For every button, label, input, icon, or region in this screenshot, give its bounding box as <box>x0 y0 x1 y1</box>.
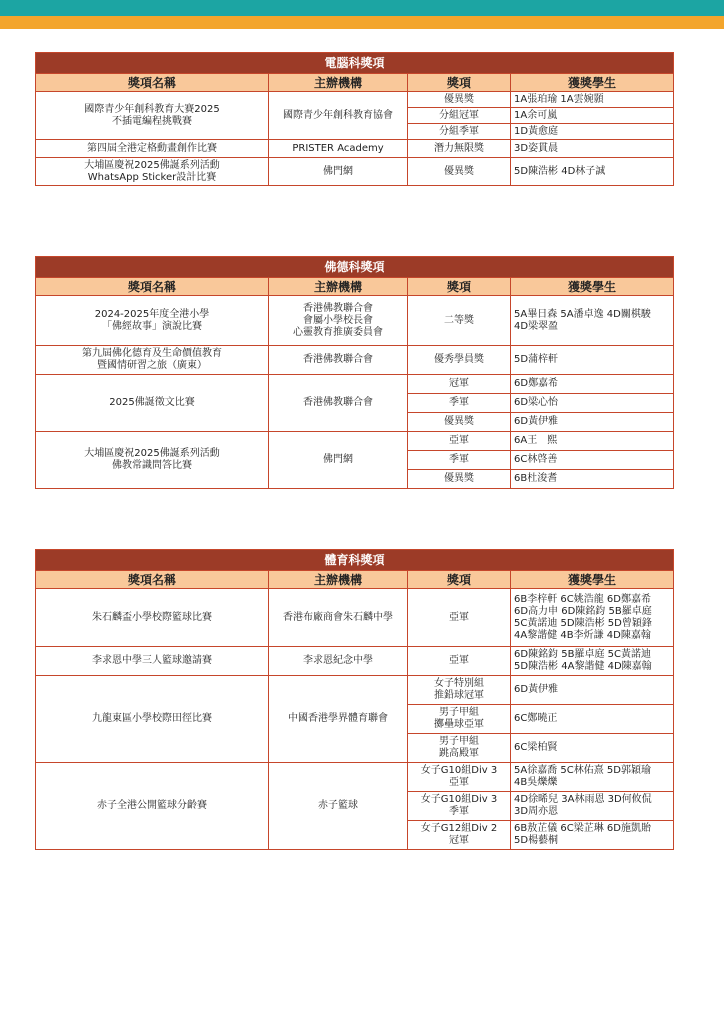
winners-cell: 6B杜浚耆 <box>511 470 674 489</box>
award-cell: 亞軍 <box>408 589 511 647</box>
header-award: 獎項 <box>408 278 511 296</box>
award-cell: 亞軍 <box>408 647 511 676</box>
award-cell: 季軍 <box>408 451 511 470</box>
section-title: 電腦科獎項 <box>36 53 674 74</box>
header-award-name: 獎項名稱 <box>36 278 269 296</box>
header-award-name: 獎項名稱 <box>36 571 269 589</box>
computer-awards-table <box>35 52 674 186</box>
award-cell: 分組季軍 <box>408 124 511 140</box>
award-name-cell: 大埔區慶祝2025佛誕系列活動 WhatsApp Sticker設計比賽 <box>36 158 269 186</box>
winners-cell: 5D蒲梓軒 <box>511 346 674 375</box>
header-organizer: 主辦機構 <box>269 278 408 296</box>
award-cell: 優秀學員獎 <box>408 346 511 375</box>
header-organizer: 主辦機構 <box>269 74 408 92</box>
organizer-cell: 香港布廠商會朱石麟中學 <box>269 589 408 647</box>
header-winners: 獲獎學生 <box>511 278 674 296</box>
buddhist-ethics-awards-table <box>35 256 674 489</box>
top-band-teal <box>0 0 724 16</box>
winners-cell: 6C梁柏賢 <box>511 734 674 763</box>
organizer-cell: PRISTER Academy <box>269 140 408 158</box>
winners-cell: 6C鄭曉正 <box>511 705 674 734</box>
award-name-cell: 大埔區慶祝2025佛誕系列活動 佛教常識問答比賽 <box>36 432 269 489</box>
award-cell: 女子G10組Div 3 季軍 <box>408 792 511 821</box>
organizer-cell: 赤子籃球 <box>269 763 408 850</box>
award-cell: 優異獎 <box>408 470 511 489</box>
winners-cell: 4D徐晞兒 3A林雨恩 3D何攸侃 3D周亦恩 <box>511 792 674 821</box>
award-cell: 女子G10組Div 3 亞軍 <box>408 763 511 792</box>
award-cell: 優異獎 <box>408 92 511 108</box>
winners-cell: 6C林啓善 <box>511 451 674 470</box>
award-name-cell: 國際青少年創科教育大賽2025 不插電編程挑戰賽 <box>36 92 269 140</box>
winners-cell: 6B敖芷儀 6C梁芷琳 6D施凱貽 5D楊藝桐 <box>511 821 674 850</box>
winners-cell: 6D黃伊雅 <box>511 676 674 705</box>
winners-cell: 6D黃伊雅 <box>511 413 674 432</box>
section-title: 佛德科獎項 <box>36 257 674 278</box>
organizer-cell: 國際青少年創科教育協會 <box>269 92 408 140</box>
award-cell: 女子特別組 推鉛球冠軍 <box>408 676 511 705</box>
pe-awards-table <box>35 549 674 850</box>
award-cell: 優異獎 <box>408 158 511 186</box>
organizer-cell: 香港佛教聯合會 會屬小學校長會 心靈教育推廣委員會 <box>269 296 408 346</box>
header-winners: 獲獎學生 <box>511 74 674 92</box>
table-row <box>36 92 674 108</box>
award-cell: 冠軍 <box>408 375 511 394</box>
organizer-cell: 香港佛教聯合會 <box>269 346 408 375</box>
winners-cell: 6D陳銘鈞 5B羅卓庭 5C黃諾迪 5D陳浩彬 4A黎諧健 4D陳嘉翰 <box>511 647 674 676</box>
winners-cell: 3D姿貫晨 <box>511 140 674 158</box>
table-row <box>36 140 674 158</box>
table-row <box>36 158 674 186</box>
award-cell: 二等獎 <box>408 296 511 346</box>
award-name-cell: 赤子全港公開籃球分齡賽 <box>36 763 269 850</box>
award-cell: 男子甲組 跳高殿軍 <box>408 734 511 763</box>
award-cell: 優異獎 <box>408 413 511 432</box>
top-band-orange <box>0 16 724 29</box>
award-name-cell: 第九屆佛化德育及生命價值教育 暨國情研習之旅（廣東） <box>36 346 269 375</box>
header-award-name: 獎項名稱 <box>36 74 269 92</box>
table-row <box>36 676 674 705</box>
winners-cell: 1D黃愈庭 <box>511 124 674 140</box>
header-award: 獎項 <box>408 74 511 92</box>
winners-cell: 6D梁心怡 <box>511 394 674 413</box>
award-cell: 女子G12組Div 2 冠軍 <box>408 821 511 850</box>
winners-cell: 5A畢日森 5A潘卓逸 4D關棋駿 4D梁翠盈 <box>511 296 674 346</box>
award-cell: 季軍 <box>408 394 511 413</box>
table-row <box>36 346 674 375</box>
award-name-cell: 九龍東區小學校際田徑比賽 <box>36 676 269 763</box>
award-cell: 分組冠軍 <box>408 108 511 124</box>
organizer-cell: 中國香港學界體育聯會 <box>269 676 408 763</box>
winners-cell: 1A余可嵐 <box>511 108 674 124</box>
header-award: 獎項 <box>408 571 511 589</box>
award-cell: 男子甲組 擲壘球亞軍 <box>408 705 511 734</box>
header-organizer: 主辦機構 <box>269 571 408 589</box>
award-name-cell: 2025佛誕徵文比賽 <box>36 375 269 432</box>
header-winners: 獲獎學生 <box>511 571 674 589</box>
table-row <box>36 763 674 792</box>
award-cell: 亞軍 <box>408 432 511 451</box>
organizer-cell: 香港佛教聯合會 <box>269 375 408 432</box>
section-title: 體育科獎項 <box>36 550 674 571</box>
organizer-cell: 李求恩紀念中學 <box>269 647 408 676</box>
table-row <box>36 375 674 394</box>
award-name-cell: 第四屆全港定格動畫創作比賽 <box>36 140 269 158</box>
table-row <box>36 296 674 346</box>
winners-cell: 6B李梓軒 6C姚浩龍 6D鄭嘉希 6D高力申 6D陳銘鈞 5B羅卓庭 5C黃諾迪 5D陳浩彬 5D曾穎鋒 4A黎諧健 4B李炘謙 4D陳嘉翰 <box>511 589 674 647</box>
organizer-cell: 佛門網 <box>269 432 408 489</box>
winners-cell: 5D陳浩彬 4D林子誠 <box>511 158 674 186</box>
award-cell: 潛力無限獎 <box>408 140 511 158</box>
table-row <box>36 432 674 451</box>
winners-cell: 6D鄭嘉希 <box>511 375 674 394</box>
winners-cell: 1A張珀瑜 1A雲婉顥 <box>511 92 674 108</box>
award-name-cell: 2024-2025年度全港小學 「佛經故事」演說比賽 <box>36 296 269 346</box>
award-name-cell: 李求恩中學三人籃球邀請賽 <box>36 647 269 676</box>
table-row <box>36 647 674 676</box>
winners-cell: 5A徐嘉喬 5C林佑熹 5D郭穎瑜 4B吳爍爍 <box>511 763 674 792</box>
organizer-cell: 佛門網 <box>269 158 408 186</box>
winners-cell: 6A王 熙 <box>511 432 674 451</box>
award-name-cell: 朱石麟盃小學校際籃球比賽 <box>36 589 269 647</box>
table-row <box>36 589 674 647</box>
